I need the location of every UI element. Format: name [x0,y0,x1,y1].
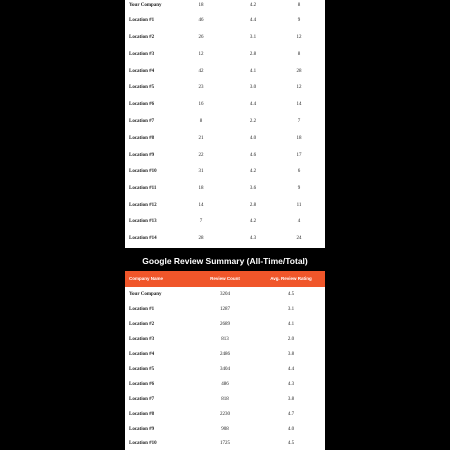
table-row [125,319,325,331]
company-name-cell: Location #6 [129,102,155,107]
company-name-cell: Location #7 [129,397,155,402]
value-cell: 7 [297,119,301,124]
review-count-cell: 813 [221,337,229,342]
table-row [125,183,325,195]
company-name-cell: Location #12 [129,203,157,208]
company-name-cell: Location #13 [129,219,157,224]
value-cell: 4.4 [249,102,257,107]
value-cell: 11 [296,203,302,208]
value-cell: 26 [198,35,204,40]
company-name-cell: Location #3 [129,52,155,57]
value-cell: 31 [198,169,204,174]
value-cell: 12 [296,35,302,40]
company-name-cell: Location #8 [129,136,155,141]
value-cell: 4.4 [249,18,257,23]
review-count-cell: 1287 [220,307,230,312]
value-cell: 2.2 [249,119,257,124]
review-count-cell: 2486 [220,352,230,357]
value-cell: 24 [296,236,302,241]
value-cell: 6 [297,169,301,174]
table-row [125,364,325,376]
value-cell: 9 [297,18,301,23]
company-name-cell: Location #5 [129,85,155,90]
company-name-cell: Location #4 [129,69,155,74]
table-row [125,349,325,361]
column-header-avg-rating: Avg. Review Rating [270,276,312,281]
company-name-cell: Location #5 [129,367,155,372]
table-row [125,166,325,178]
company-name-cell: Location #11 [129,186,157,191]
company-name-cell: Location #2 [129,322,155,327]
value-cell: 28 [296,69,302,74]
table-row [125,216,325,228]
table-row [125,424,325,436]
value-cell: 14 [198,203,204,208]
value-cell: 8 [199,119,203,124]
review-count-cell: 908 [221,427,229,432]
table-row [125,379,325,391]
rating-cell: 4.0 [287,427,295,432]
review-count-cell: 2689 [220,322,230,327]
column-header-company: Company Name [129,276,164,281]
value-cell: 4 [297,219,301,224]
value-cell: 14 [296,102,302,107]
value-cell: 4.6 [249,153,257,158]
value-cell: 4.2 [249,219,257,224]
value-cell: 16 [198,102,204,107]
table-row [125,49,325,61]
value-cell: 8 [297,3,301,8]
company-name-cell: Location #14 [129,236,157,241]
value-cell: 4.1 [249,69,257,74]
company-name-cell: Location #2 [129,35,155,40]
table-row [125,438,325,450]
review-count-cell: 818 [221,397,229,402]
rating-cell: 4.1 [287,322,295,327]
value-cell: 42 [198,69,204,74]
table-row [125,409,325,421]
rating-cell: 4.3 [287,382,295,387]
table-row [125,116,325,128]
section-title: Google Review Summary (All-Time/Total) [142,256,308,266]
value-cell: 7 [199,219,203,224]
rating-cell: 4.5 [287,441,295,446]
table-row [125,15,325,27]
review-table-top [125,0,325,248]
value-cell: 3.1 [249,35,257,40]
rating-cell: 3.8 [287,397,295,402]
review-count-cell: 486 [221,382,229,387]
value-cell: 4.2 [249,169,257,174]
company-name-cell: Location #4 [129,352,155,357]
review-count-cell: 3204 [220,292,230,297]
value-cell: 4.2 [249,3,257,8]
value-cell: 8 [297,52,301,57]
table-row [125,133,325,145]
table-row [125,66,325,78]
rating-cell: 2.0 [287,337,295,342]
table-row [125,394,325,406]
company-name-cell: Location #1 [129,18,155,23]
value-cell: 4.3 [249,236,257,241]
company-name-cell: Location #10 [129,441,157,446]
value-cell: 18 [296,136,302,141]
table-row [125,289,325,301]
review-count-cell: 1725 [220,441,230,446]
value-cell: 22 [198,153,204,158]
value-cell: 12 [198,52,204,57]
value-cell: 9 [297,186,301,191]
column-header-review-count: Review Count [210,276,240,281]
company-name-cell: Location #9 [129,153,155,158]
company-name-cell: Location #10 [129,169,157,174]
table-row [125,200,325,212]
review-count-cell: 3404 [220,367,230,372]
rating-cell: 4.5 [287,292,295,297]
rating-cell: 4.7 [287,412,295,417]
company-name-cell: Location #7 [129,119,155,124]
table-row [125,150,325,162]
company-name-cell: Location #3 [129,337,155,342]
value-cell: 17 [296,153,302,158]
company-name-cell: Location #9 [129,427,155,432]
company-name-cell: Your Company [129,3,162,8]
value-cell: 12 [296,85,302,90]
table-row [125,0,325,12]
table-row [125,32,325,44]
table-row [125,233,325,245]
table-row [125,334,325,346]
rating-cell: 3.8 [287,352,295,357]
review-summary-table [125,271,325,450]
company-name-cell: Location #8 [129,412,155,417]
value-cell: 18 [198,3,204,8]
value-cell: 2.8 [249,52,257,57]
value-cell: 2.8 [249,203,257,208]
value-cell: 18 [198,186,204,191]
company-name-cell: Location #6 [129,382,155,387]
value-cell: 3.6 [249,186,257,191]
company-name-cell: Location #1 [129,307,155,312]
review-count-cell: 2230 [220,412,230,417]
table-header [125,271,325,287]
rating-cell: 3.1 [287,307,295,312]
value-cell: 4.0 [249,136,257,141]
table-row [125,82,325,94]
value-cell: 46 [198,18,204,23]
value-cell: 23 [198,85,204,90]
table-row [125,304,325,316]
company-name-cell: Your Company [129,292,162,297]
value-cell: 3.0 [249,85,257,90]
value-cell: 21 [198,136,204,141]
rating-cell: 4.4 [287,367,295,372]
value-cell: 28 [198,236,204,241]
table-row [125,99,325,111]
